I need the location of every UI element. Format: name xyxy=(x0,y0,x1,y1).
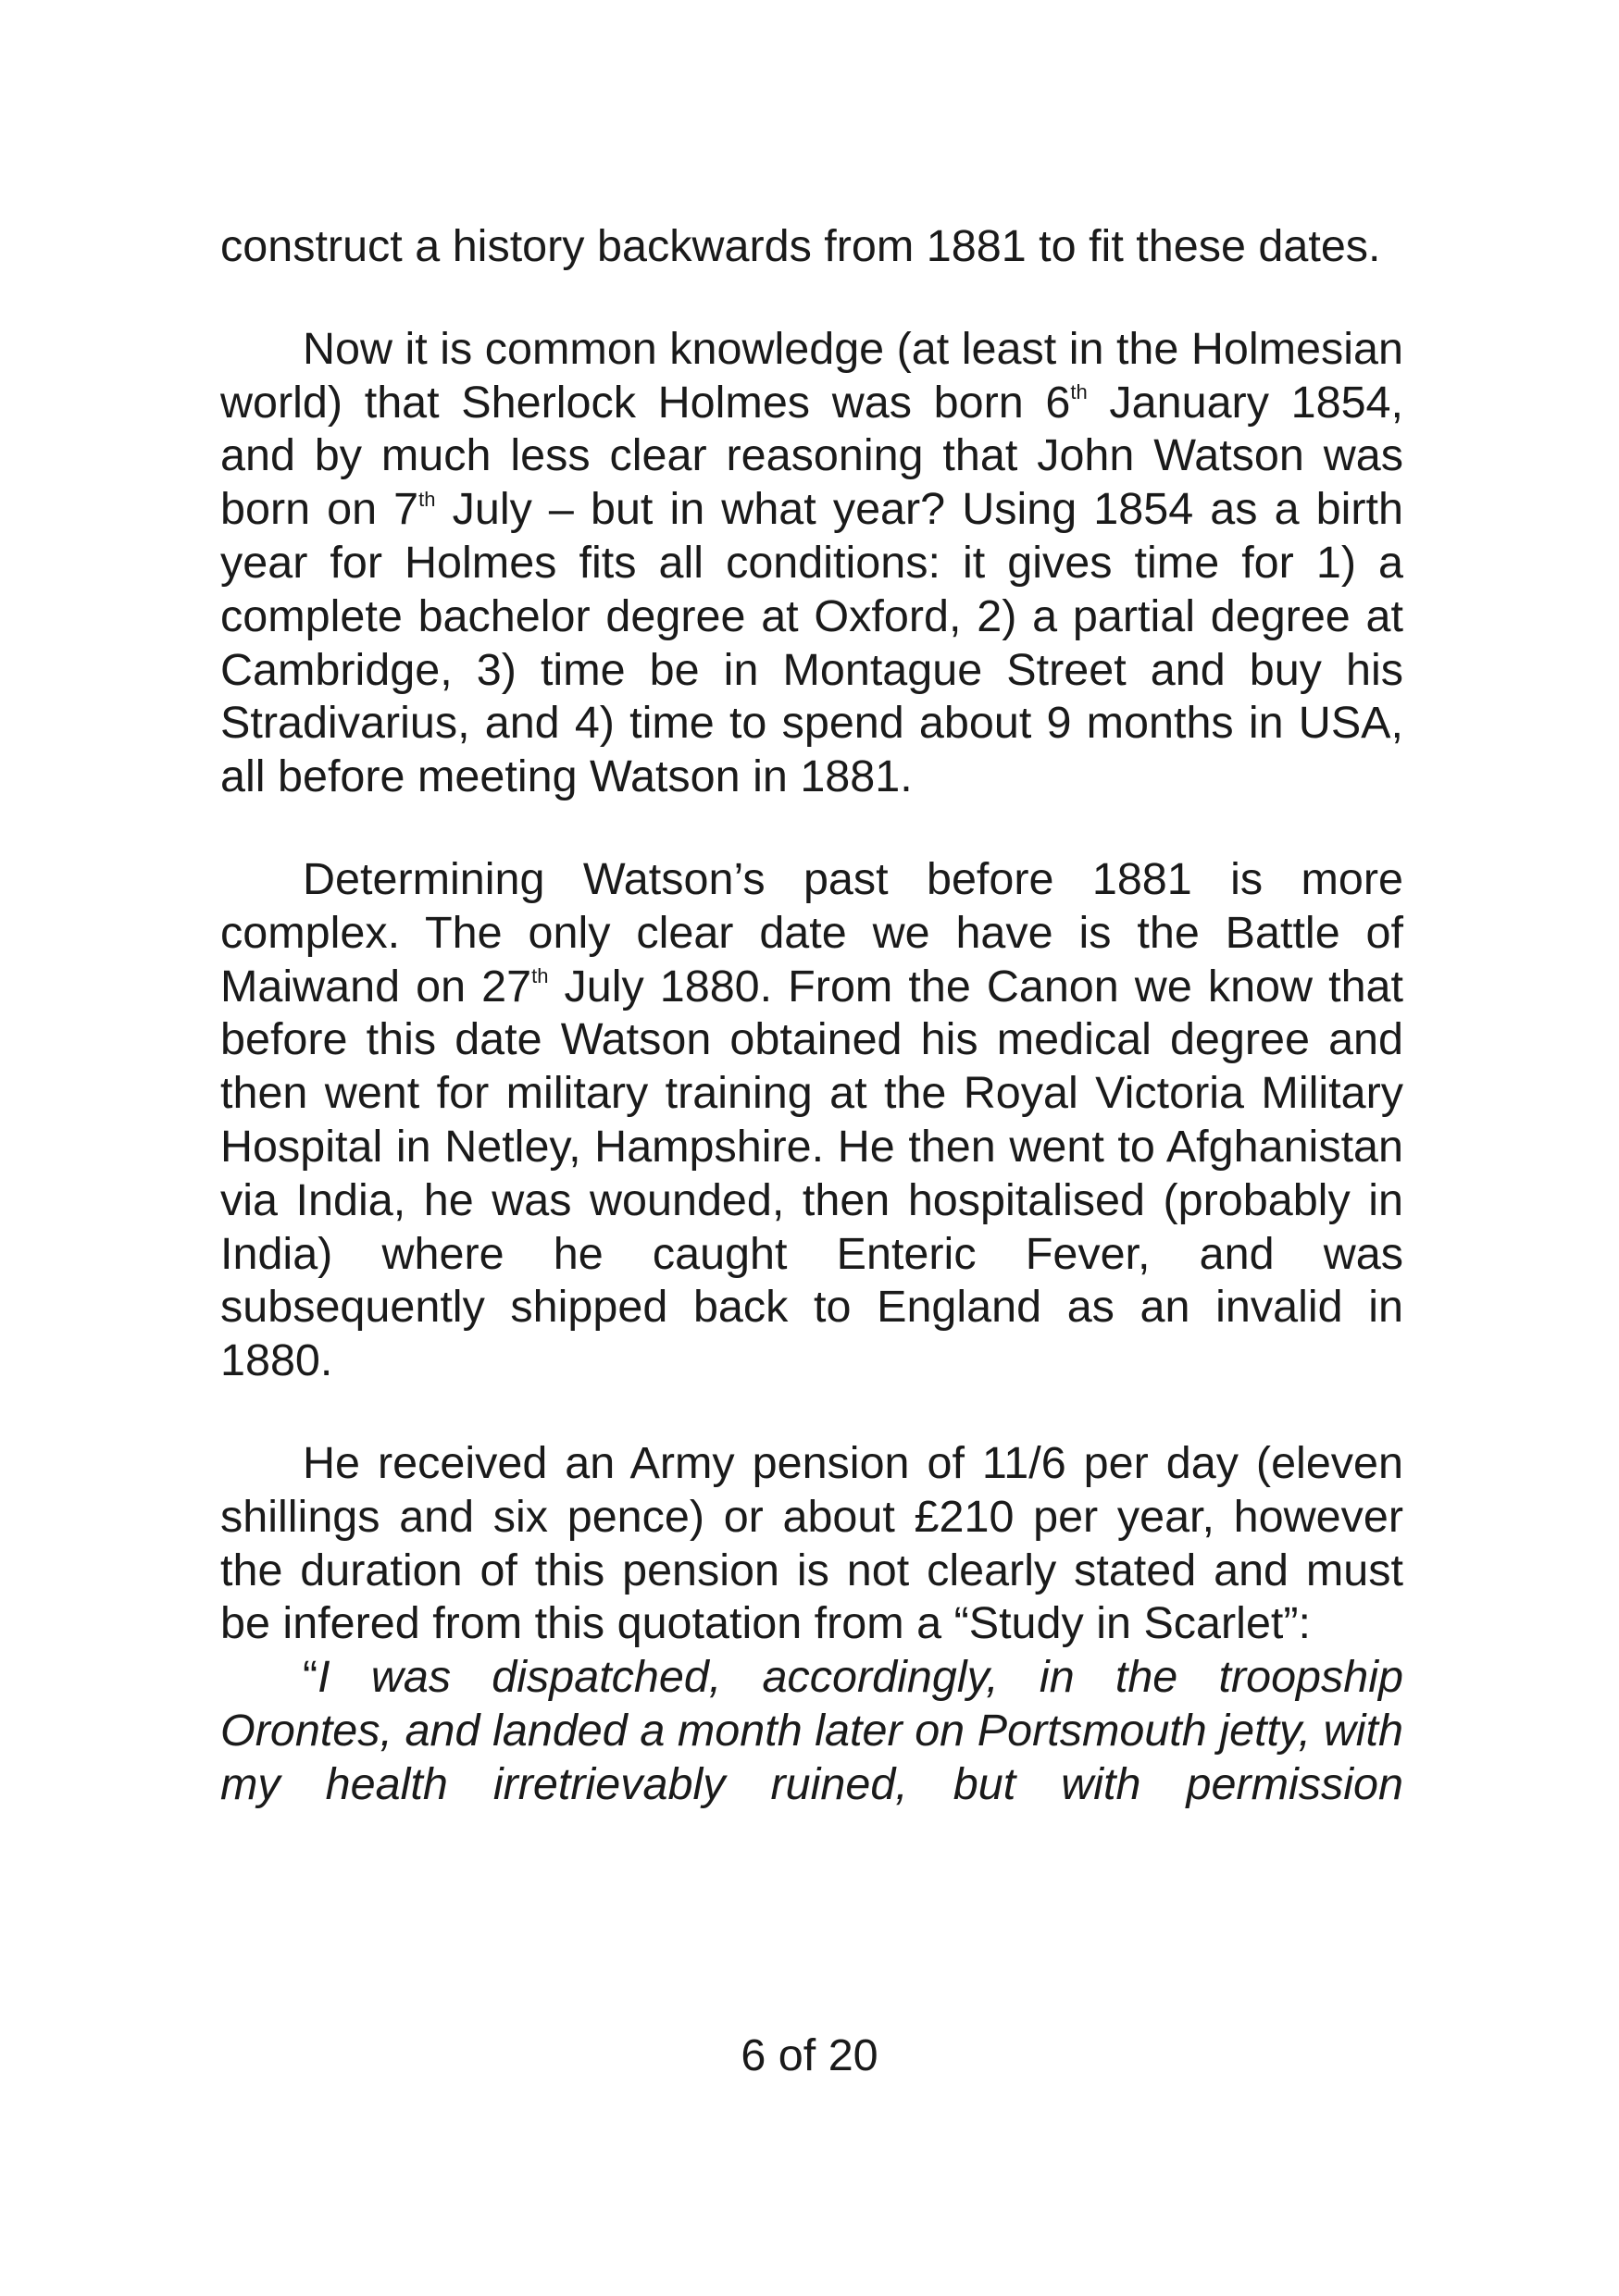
body-text xyxy=(220,220,1403,1812)
paragraph-text: July – but in what year? Using 1854 as a birth year for Holmes fits all conditions: it gives time for 1) a complete bachelor degree at Oxford, 2) a partial degree at Cambridge, 3) time be in Montague Street and buy his Stradivarius, and 4) time to spend about 9 months in USA, all before meeting Watson in 1881. xyxy=(220,484,1403,802)
paragraph-text: He received an Army pension of 11/6 per day (eleven shillings and six pence) or about £210 per year, however the duration of this pension is not clearly stated and must be infered from this quotation from a “Study in Scarlet”: xyxy=(220,1437,1403,1649)
paragraph-text: construct a history backwards from 1881 to fit these dates. xyxy=(220,221,1381,271)
open-quote-mark: “ xyxy=(303,1652,318,1703)
paragraph-text: July 1880. From the Canon we know that before this date Watson obtained his medical degree and then went for military training at the Royal Victoria Military Hospital in Netley, Hampshire. He then went to Afghanistan via India, he was wounded, then hospitalised (probably in India) where he caught Enteric Fever, and was subsequently shipped back to England as an invalid in 1880. xyxy=(220,961,1403,1386)
paragraph-text: January 1854, and by much less clear reasoning that John Watson was born on 7 xyxy=(220,377,1403,535)
quotation-text: I was dispatched, accordingly, in the troopship Orontes, and landed a month later on Portsmouth jetty, with my health irretrievably ruined, but with permission xyxy=(220,1652,1403,1809)
paragraph-quotation xyxy=(220,1651,1403,1811)
paragraph-holmes-birth xyxy=(220,323,1403,804)
ordinal-suffix: th xyxy=(531,964,549,988)
ordinal-suffix: th xyxy=(418,488,436,512)
paragraph-watson-past xyxy=(220,853,1403,1388)
paragraph-army-pension xyxy=(220,1437,1403,1651)
paragraph-continuation xyxy=(220,220,1403,274)
paragraph-text: Now it is common knowledge (at least in the Holmesian world) that Sherlock Holmes was born 6 xyxy=(220,323,1403,428)
paragraph-text: Determining Watson’s past before 1881 is more complex. The only clear date we have is the Battle of Maiwand on 27 xyxy=(220,853,1403,1011)
page-number: 6 of 20 xyxy=(741,2030,878,2080)
ordinal-suffix: th xyxy=(1070,380,1088,404)
